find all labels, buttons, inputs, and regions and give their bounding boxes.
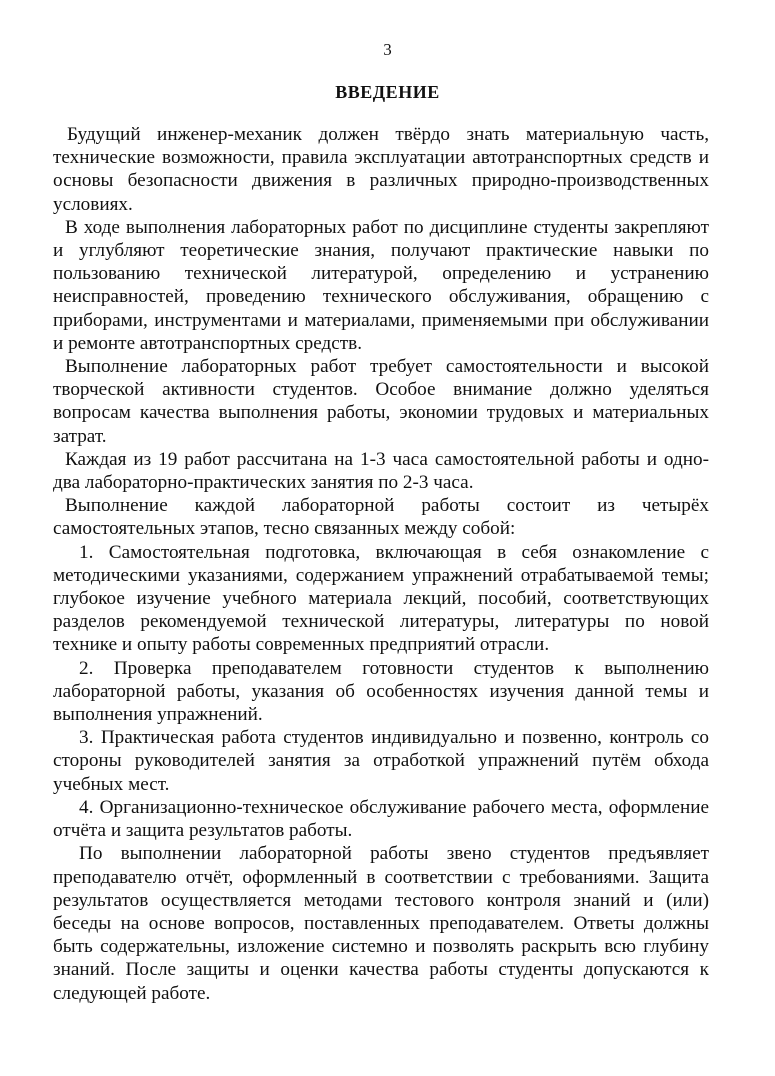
page-number: 3 bbox=[383, 40, 392, 59]
paragraph-intro: Будущий инженер-механик должен твёрдо знать материальную часть, технические возможности, правила эксплуатации автотранспортных средств и основы безопасности движения в различных природно-производственных условиях. bbox=[53, 124, 709, 215]
paragraph-defense: По выполнении лабораторной работы звено студентов предъявляет преподавателю отчёт, оформленный в соответствии с требованиями. Защита результатов осуществляется методами тестового контроля знаний и (или) беседы на основе вопросов, поставленных преподавателем. Ответы должны быть содержательны, изложение системно и позволять раскрыть всю глубину знаний. После защиты и оценки качества работы студенты допускаются к следующей работе. bbox=[53, 843, 709, 1004]
list-item-stage-1: 1. Самостоятельная подготовка, включающая в себя ознакомление с методическими указаниями, содержанием упражнений отрабатываемой темы; глубокое изучение учебного материала лекций, пособий, соответствующих разделов рекомендуемой технической литературы, литературы по новой технике и опыту работы современных предприятий отрасли. bbox=[53, 541, 709, 656]
section-heading: ВВЕДЕНИЕ bbox=[335, 82, 440, 102]
document-body bbox=[53, 123, 709, 1005]
list-item-stage-3: 3. Практическая работа студентов индивидуально и позвенно, контроль со стороны руководителей занятия за отработкой упражнений путём обхода учебных мест. bbox=[53, 727, 709, 795]
list-item-stage-4: 4. Организационно-техническое обслуживание рабочего места, оформление отчёта и защита результатов работы. bbox=[53, 796, 709, 842]
paragraph-stages-intro: Выполнение каждой лабораторной работы состоит из четырёх самостоятельных этапов, тесно связанных между собой: bbox=[53, 495, 709, 540]
list-item-stage-2: 2. Проверка преподавателем готовности студентов к выполнению лабораторной работы, указания об особенностях изучения данной темы и выполнения упражнений. bbox=[53, 657, 709, 726]
paragraph-hours: Каждая из 19 работ рассчитана на 1-3 часа самостоятельной работы и одно-два лабораторно-практических занятия по 2-3 часа. bbox=[53, 448, 709, 494]
paragraph-requirements: Выполнение лабораторных работ требует самостоятельности и высокой творческой активности студентов. Особое внимание должно уделяться вопросам качества выполнения работы, экономии трудовых и материальных затрат. bbox=[53, 356, 709, 447]
paragraph-lab-goals: В ходе выполнения лабораторных работ по дисциплине студенты закрепляют и углубляют теоретические знания, получают практические навыки по пользованию технической литературой, определению и устранению неисправностей, проведению технического обслуживания, обращению с приборами, инструментами и материалами, применяемыми при обслуживании и ремонте автотранспортных средств. bbox=[53, 216, 709, 354]
